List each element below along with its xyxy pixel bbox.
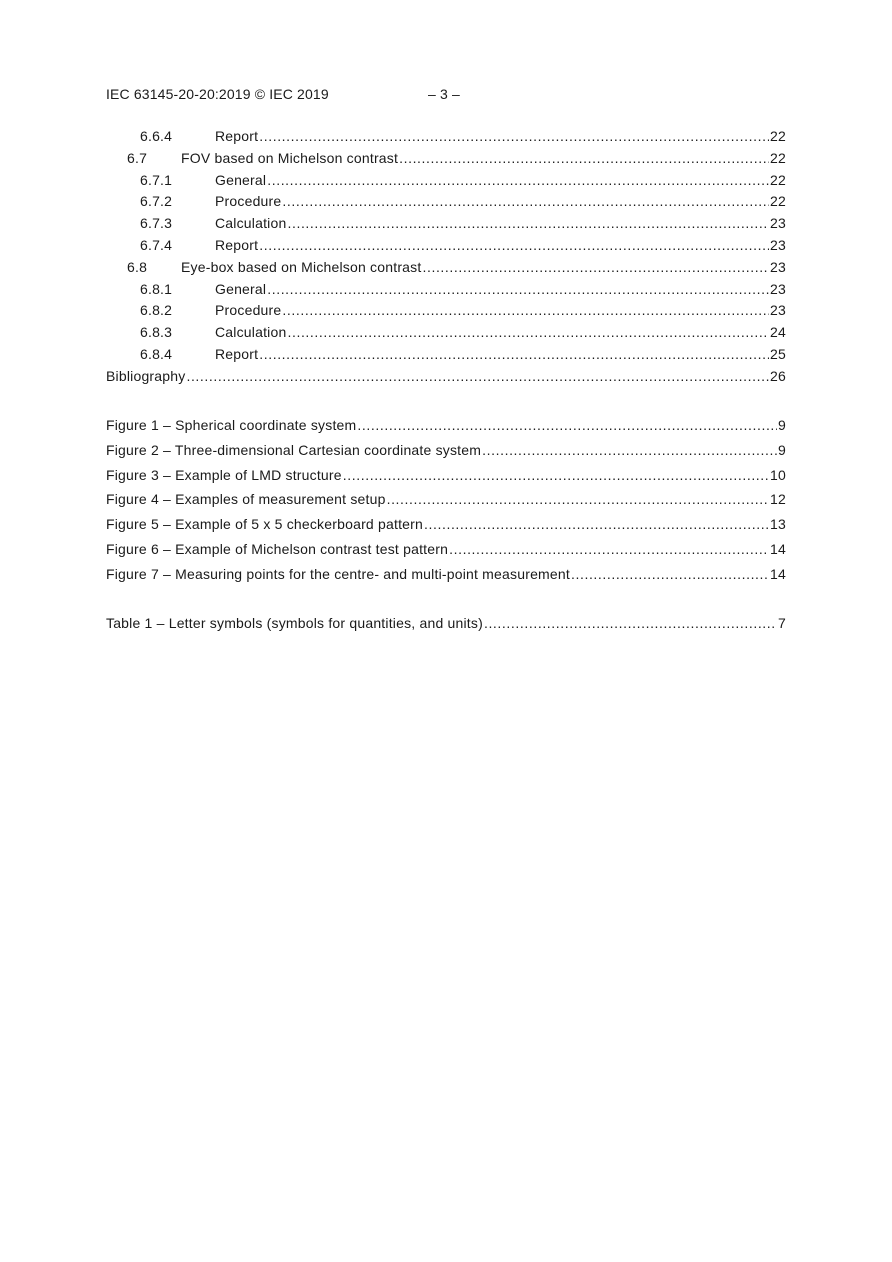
toc-entry-title: Figure 3 – Example of LMD structure	[106, 466, 342, 483]
toc-entry-page: 7	[778, 615, 786, 631]
toc-entry-page: 23	[770, 236, 786, 253]
toc-entry[interactable]	[106, 235, 786, 257]
dot-leader	[387, 487, 769, 512]
dot-leader	[267, 279, 769, 301]
standard-reference: IEC 63145-20-20:2019 © IEC 2019	[106, 86, 329, 102]
toc-entry-number: 6.7.2	[140, 193, 173, 210]
toc-entry-title: Eye-box based on Michelson contrast	[181, 258, 422, 275]
dot-leader	[571, 562, 769, 587]
toc-entry[interactable]	[106, 300, 786, 322]
dot-leader	[357, 413, 777, 438]
toc-entry-title: General	[215, 280, 267, 297]
toc-entry-number: 6.8.2	[140, 302, 173, 319]
toc-entry-title: Figure 1 – Spherical coordinate system	[106, 417, 357, 433]
toc-entry-title: Report	[215, 236, 259, 253]
toc-entry-number: 6.8.3	[140, 324, 173, 341]
dot-leader	[449, 537, 769, 562]
dot-leader	[343, 463, 769, 488]
toc-entry[interactable]	[106, 322, 786, 344]
toc-entry[interactable]	[106, 213, 786, 235]
list-of-figures	[106, 413, 786, 587]
toc-entry-number: 6.7.4	[140, 236, 173, 253]
dot-leader	[482, 438, 777, 463]
toc-entry[interactable]	[106, 366, 786, 388]
toc-entry-page: 22	[770, 193, 786, 210]
toc-entry-page: 24	[770, 324, 786, 341]
toc-entry[interactable]	[106, 537, 786, 562]
toc-entry-number: 6.7.3	[140, 215, 173, 232]
page-number: – 3 –	[428, 86, 460, 102]
dot-leader	[267, 170, 769, 192]
toc-entry-title: Report	[215, 345, 259, 362]
toc-entry-title: Report	[215, 128, 259, 144]
dot-leader	[186, 366, 769, 388]
toc-entry-title: Figure 2 – Three-dimensional Cartesian coordinate system	[106, 441, 482, 458]
toc-entry[interactable]	[106, 148, 786, 170]
dot-leader	[287, 322, 769, 344]
toc-entry-page: 13	[770, 516, 786, 533]
toc-entry-title: Calculation	[215, 215, 287, 232]
toc-entry-number: 6.8	[127, 258, 148, 275]
toc-entry[interactable]	[106, 191, 786, 213]
toc-entry[interactable]	[106, 257, 786, 279]
toc-entry-page: 23	[770, 215, 786, 232]
toc-entry-title: Figure 6 – Example of Michelson contrast test pattern	[106, 540, 449, 557]
toc-entry-number: 6.8.1	[140, 280, 173, 297]
dot-leader	[259, 126, 769, 148]
toc-entry-title: Bibliography	[106, 367, 186, 384]
toc-entry-number: 6.8.4	[140, 345, 173, 362]
toc-entry-page: 26	[770, 367, 786, 384]
toc-entry[interactable]	[106, 126, 786, 148]
toc-entry-page: 12	[770, 491, 786, 508]
toc-entry[interactable]	[106, 279, 786, 301]
toc-entry-page: 14	[770, 540, 786, 557]
toc-entry-page: 23	[770, 258, 786, 275]
toc-entry[interactable]	[106, 344, 786, 366]
toc-entry-page: 14	[770, 565, 786, 582]
toc-entry-page: 22	[770, 171, 786, 188]
toc-entry-title: Procedure	[215, 193, 282, 210]
toc-entry-title: FOV based on Michelson contrast	[181, 149, 399, 166]
toc-entry[interactable]	[106, 512, 786, 537]
table-of-contents	[106, 126, 786, 388]
toc-entry-title: General	[215, 171, 267, 188]
toc-entry-number: 6.7	[127, 149, 148, 166]
dot-leader	[259, 235, 769, 257]
toc-entry[interactable]	[106, 463, 786, 488]
toc-entry[interactable]	[106, 562, 786, 587]
toc-entry-page: 9	[778, 441, 786, 458]
dot-leader	[287, 213, 769, 235]
toc-entry-title: Figure 4 – Examples of measurement setup	[106, 491, 386, 508]
toc-entry-page: 23	[770, 280, 786, 297]
toc-entry[interactable]	[106, 438, 786, 463]
dot-leader	[424, 512, 769, 537]
toc-entry-title: Procedure	[215, 302, 282, 319]
toc-entry[interactable]	[106, 611, 786, 636]
toc-entry[interactable]	[106, 413, 786, 438]
toc-entry-page: 22	[770, 149, 786, 166]
toc-entry-page: 9	[778, 417, 786, 433]
toc-entry-title: Figure 5 – Example of 5 x 5 checkerboard pattern	[106, 516, 423, 533]
toc-entry-number: 6.6.4	[140, 128, 173, 144]
toc-entry-page: 10	[770, 466, 786, 483]
toc-entry-title: Calculation	[215, 324, 287, 341]
dot-leader	[259, 344, 769, 366]
list-of-tables	[106, 611, 786, 636]
toc-entry-page: 23	[770, 302, 786, 319]
dot-leader	[282, 191, 769, 213]
dot-leader	[422, 257, 769, 279]
toc-entry-number: 6.7.1	[140, 171, 173, 188]
toc-entry-title: Table 1 – Letter symbols (symbols for quantities, and units)	[106, 615, 483, 631]
toc-entry[interactable]	[106, 487, 786, 512]
dot-leader	[484, 611, 777, 636]
toc-entry-title: Figure 7 – Measuring points for the centre- and multi-point measurement	[106, 565, 570, 582]
dot-leader	[399, 148, 769, 170]
dot-leader	[282, 300, 769, 322]
page-header	[106, 86, 460, 102]
toc-entry[interactable]	[106, 170, 786, 192]
toc-entry-page: 22	[770, 128, 786, 144]
toc-entry-page: 25	[770, 345, 786, 362]
